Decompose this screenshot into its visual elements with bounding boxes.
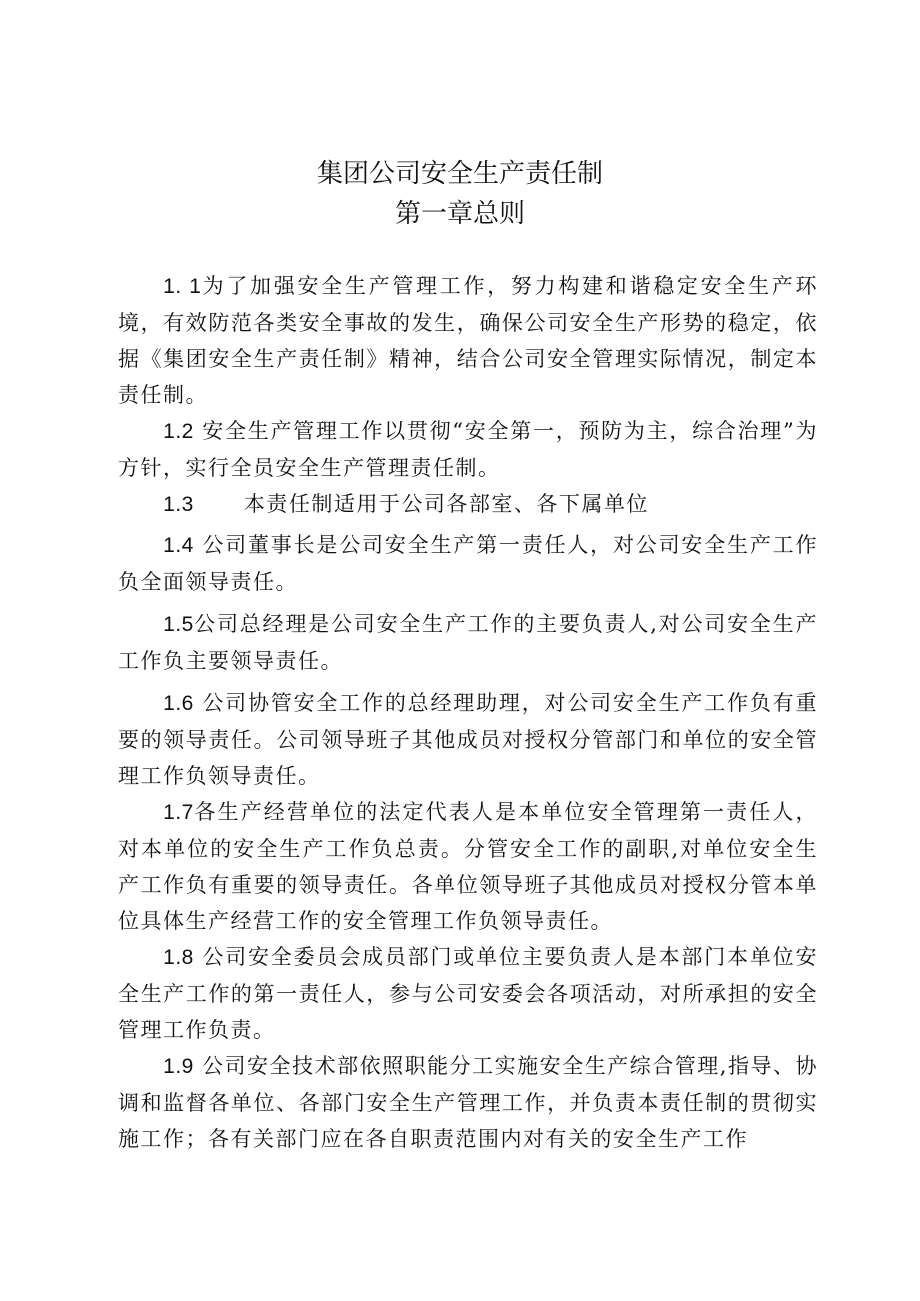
paragraph-number: 1.8 <box>163 946 194 969</box>
chapter-title: 第一章总则 <box>394 199 525 229</box>
paragraph-number: 1. 1 <box>163 275 202 298</box>
paragraph-number: 1.6 <box>163 692 194 715</box>
paragraph-number: 1.3 <box>163 493 194 516</box>
paragraph-text: 安全生产管理工作以贯彻“安全第一，预防为主，综合治理”为方针，实行全员安全生产管理责任制。 <box>118 419 818 480</box>
paragraph-1-4 <box>118 527 818 600</box>
paragraph-1-3 <box>118 486 818 523</box>
paragraph-text: 公司协管安全工作的总经理助理，对公司安全生产工作负有重要的领导责任。公司领导班子其他成员对授权分管部门和单位的安全管理工作负领导责任。 <box>118 691 818 788</box>
paragraph-text: 公司安全委员会成员部门或单位主要负责人是本部门本单位安全生产工作的第一责任人，参与公司安委会各项活动，对所承担的安全管理工作负责。 <box>118 945 818 1042</box>
paragraph-text: 公司董事长是公司安全生产第一责任人，对公司安全生产工作负全面领导责任。 <box>118 533 818 594</box>
paragraph-number: 1.2 <box>163 420 194 443</box>
document-title: 集团公司安全生产责任制 <box>316 159 603 189</box>
paragraph-1-5 <box>118 606 818 679</box>
paragraph-text: 为了加强安全生产管理工作，努力构建和谐稳定安全生产环境，有效防范各类安全事故的发生，确保公司安全生产形势的稳定，依据《集团安全生产责任制》精神，结合公司安全管理实际情况，制定本责任制。 <box>118 274 819 407</box>
paragraph-1-6 <box>118 685 818 794</box>
paragraph-1-1 <box>118 268 818 413</box>
paragraph-text: 公司总经理是公司安全生产工作的主要负责人,对公司安全生产工作负主要领导责任。 <box>118 612 818 673</box>
paragraph-number: 1.5 <box>163 613 194 636</box>
paragraph-number: 1.4 <box>163 534 194 557</box>
document-body <box>118 268 818 1157</box>
paragraph-text: 各生产经营单位的法定代表人是本单位安全管理第一责任人，对本单位的安全生产工作负总责。分管安全工作的副职,对单位安全生产工作负有重要的领导责任。各单位领导班子其他成员对授权分管本单位具体生产经营工作的安全管理工作负领导责任。 <box>118 800 818 933</box>
paragraph-1-8 <box>118 939 818 1048</box>
paragraph-number: 1.7 <box>163 801 194 824</box>
paragraph-number: 1.9 <box>163 1055 194 1078</box>
paragraph-1-2 <box>118 413 818 486</box>
paragraph-text: 公司安全技术部依照职能分工实施安全生产综合管理,指导、协调和监督各单位、各部门安全生产管理工作，并负责本责任制的贯彻实施工作；各有关部门应在各自职责范围内对有关的安全生产工作 <box>118 1054 818 1151</box>
paragraph-text: 本责任制适用于公司各部室、各下属单位 <box>243 492 649 516</box>
paragraph-1-7 <box>118 794 818 939</box>
paragraph-1-9 <box>118 1048 818 1157</box>
